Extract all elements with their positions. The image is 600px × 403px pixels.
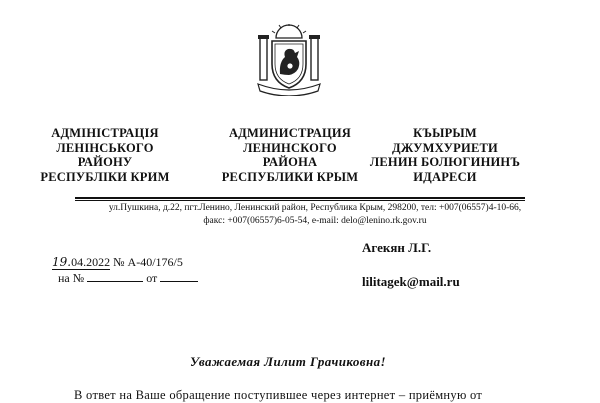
recipient-email: lilitagek@mail.ru (362, 274, 460, 289)
header-divider (75, 197, 525, 199)
registration-number: А-40/176/5 (127, 255, 183, 269)
registration-block (52, 254, 198, 286)
reference-label: на № (58, 271, 85, 285)
org-name-russian: АДМИНИСТРАЦИЯ ЛЕНИНСКОГО РАЙОНА РЕСПУБЛИКИ КРЫМ (221, 126, 359, 184)
reference-from-label: от (146, 271, 158, 285)
reference-date-blank (160, 270, 198, 282)
header-divider-thin (75, 200, 525, 201)
letter-greeting: Уважаемая Лилит Грачиковна! (190, 354, 386, 369)
crimea-coat-of-arms-icon (254, 24, 324, 96)
number-label: № (113, 255, 125, 269)
contact-address: ул.Пушкина, д.22, пгт.Ленино, Ленинский район, Республика Крым, 298200, тел: +007(06557)4-10-66, (108, 203, 522, 213)
recipient-name: Агекян Л.Г. (362, 240, 432, 255)
contact-details (80, 202, 550, 228)
letter-body-first-line: В ответ на Ваше обращение поступившее через интернет – приёмную от (74, 388, 483, 402)
registration-date: 04.2022 (71, 255, 111, 269)
org-name-crimean-tatar: КЪЫРЫМ ДЖУМХУРИЕТИ ЛЕНИН БОЛЮГИНИНЪ ИДАРЕСИ (369, 126, 521, 184)
reference-row (52, 270, 198, 286)
handwritten-day: 19. (52, 255, 72, 269)
outgoing-number-row (52, 254, 198, 270)
contact-fax-email: факс: +007(06557)6-05-54, e-mail: delo@lenino.rk.gov.ru (203, 216, 427, 226)
org-name-ukrainian: АДМІНІСТРАЦІЯ ЛЕНІНСЬКОГО РАЙОНУ РЕСПУБЛІКИ КРИМ (40, 126, 170, 184)
reference-number-blank (87, 270, 143, 282)
